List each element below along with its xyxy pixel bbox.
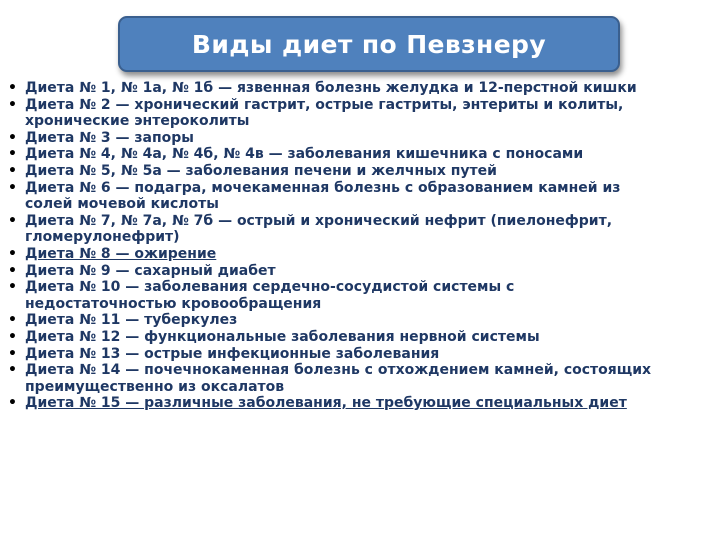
list-item: [8, 395, 714, 412]
bullet-icon: •: [8, 162, 17, 179]
bullet-icon: •: [8, 328, 17, 345]
bullet-icon: •: [8, 146, 17, 163]
list-item: [8, 80, 714, 97]
list-item-text: Диета № 6 — подагра, мочекаменная болезнь с образованием камней из: [25, 179, 621, 196]
list-item-link[interactable]: Диета № 8 — ожирение: [25, 245, 217, 262]
bullet-icon: •: [8, 80, 17, 96]
list-item-text: Диета № 11 — туберкулез: [25, 312, 238, 329]
list-item-text: Диета № 2 — хронический гастрит, острые гастриты, энтериты и колиты,: [25, 96, 624, 113]
list-item: [8, 163, 714, 180]
list-item: [8, 312, 714, 329]
list-item: [8, 329, 714, 346]
bullet-icon: •: [8, 395, 17, 412]
list-item: [8, 146, 714, 163]
list-item-text: Диета № 14 — почечнокаменная болезнь с отхождением камней, состоящих: [25, 362, 652, 379]
list-item: [8, 130, 714, 147]
list-item-text-continued: недостаточностью кровообращения: [25, 295, 322, 312]
list-item-text: Диета № 7, № 7а, № 7б — острый и хронический нефрит (пиелонефрит,: [25, 212, 613, 229]
diet-list: [8, 80, 714, 412]
bullet-icon: •: [8, 279, 17, 296]
bullet-icon: •: [8, 212, 17, 229]
list-item-text: Диета № 4, № 4а, № 4б, № 4в — заболевания кишечника с поносами: [25, 146, 584, 163]
list-item-text-continued: гломерулонефрит): [25, 229, 180, 246]
list-item: [8, 213, 714, 246]
bullet-icon: •: [8, 179, 17, 196]
list-item-text: Диета № 3 — запоры: [25, 129, 194, 146]
bullet-icon: •: [8, 96, 17, 113]
list-item-text-continued: преимущественно из оксалатов: [25, 378, 285, 395]
title-box: [118, 16, 620, 72]
list-item-link[interactable]: Диета № 15 — различные заболевания, не требующие специальных диет: [25, 395, 627, 412]
list-item: [8, 346, 714, 363]
list-item-text: Диета № 5, № 5а — заболевания печени и желчных путей: [25, 162, 497, 179]
bullet-icon: •: [8, 245, 17, 262]
list-item-text-continued: солей мочевой кислоты: [25, 196, 219, 213]
list-item-text-continued: хронические энтероколиты: [25, 113, 250, 130]
list-item: [8, 263, 714, 280]
list-item: [8, 97, 714, 130]
bullet-icon: •: [8, 129, 17, 146]
bullet-icon: •: [8, 345, 17, 362]
list-item-text: Диета № 13 — острые инфекционные заболевания: [25, 345, 440, 362]
bullet-icon: •: [8, 362, 17, 379]
list-item-text: Диета № 9 — сахарный диабет: [25, 262, 276, 279]
bullet-icon: •: [8, 312, 17, 329]
list-item: [8, 180, 714, 213]
list-item: [8, 279, 714, 312]
bullet-icon: •: [8, 262, 17, 279]
list-item: [8, 246, 714, 263]
list-item-text: Диета № 12 — функциональные заболевания нервной системы: [25, 328, 540, 345]
list-item-text: Диета № 10 — заболевания сердечно-сосудистой системы с: [25, 279, 515, 296]
list-item-text: Диета № 1, № 1а, № 1б — язвенная болезнь желудка и 12-перстной кишки: [25, 80, 637, 96]
slide-title: Виды диет по Певзнеру: [191, 29, 547, 59]
list-item: [8, 362, 714, 395]
